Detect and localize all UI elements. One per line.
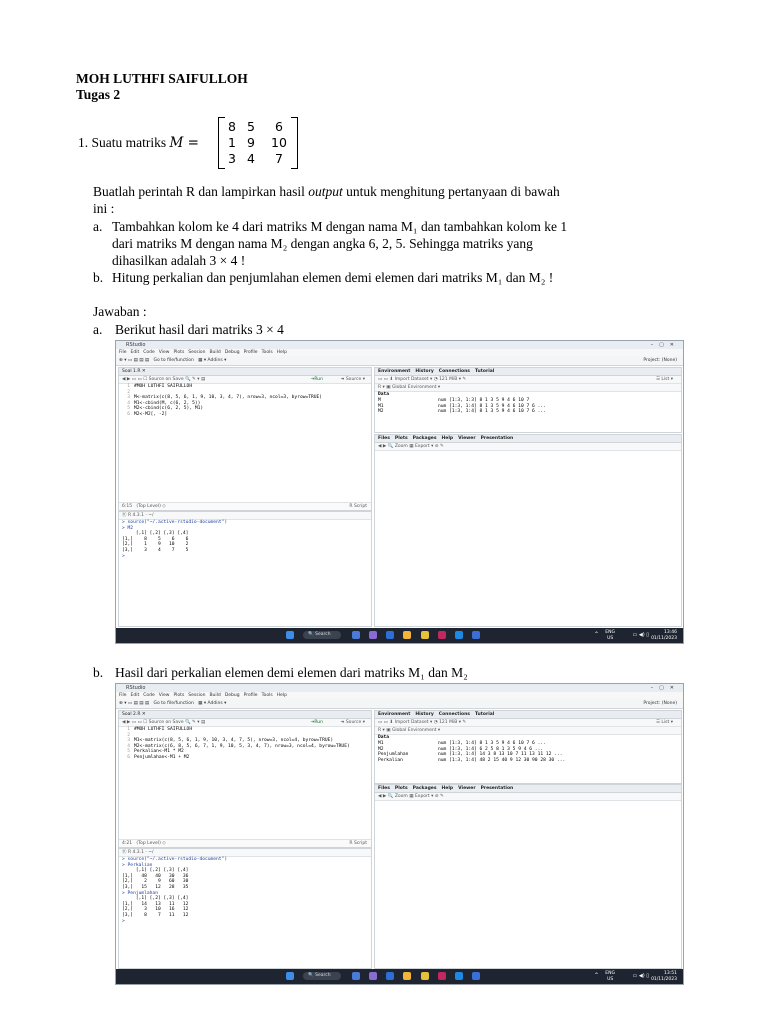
code-editor[interactable] xyxy=(119,384,371,418)
console-line: > M2 xyxy=(122,525,134,531)
matrix-cell: 6 xyxy=(275,119,283,134)
console-line: > source("~/.active-rstudio-document") xyxy=(122,520,228,525)
pane-tab[interactable]: Tutorial xyxy=(474,712,495,717)
env-toolbar: ▭ ▭ ⬇ Import Dataset ▾ ◔ 121 MiB ▾ ✎ ☰ List ▾ xyxy=(375,719,681,727)
source-button[interactable]: ➜ Source ▾ xyxy=(340,377,365,382)
console-line: [2,] 2 9 60 30 xyxy=(122,879,189,885)
code-text: M2<-M2[, -2] xyxy=(134,411,168,417)
pane-tab[interactable]: History xyxy=(415,369,434,374)
start-icon[interactable] xyxy=(286,631,294,639)
line-number: 3 xyxy=(127,395,130,401)
console-line: > Penjumlahan xyxy=(122,890,158,896)
app-icon[interactable] xyxy=(438,972,446,980)
line-number: 3 xyxy=(127,738,130,744)
menu-item[interactable]: Session xyxy=(188,350,206,355)
matrix-cell: 9 xyxy=(247,135,255,150)
env-name: M1 xyxy=(378,740,384,746)
item-a-marker: a. xyxy=(93,219,103,234)
author-name: MOH LUTHFI SAIFULLOH xyxy=(76,71,248,86)
pane-tab[interactable]: Plots xyxy=(394,436,408,441)
tray-overflow-icon[interactable]: ⌃ xyxy=(593,972,599,979)
data-header: Data xyxy=(378,392,390,397)
console-line: > xyxy=(122,553,125,559)
list-view[interactable]: ☰ List ▾ xyxy=(655,720,673,725)
source-tabs: Soal 1.R ✕ xyxy=(119,368,371,376)
edge-icon[interactable] xyxy=(386,972,394,980)
pane-tab[interactable]: Viewer xyxy=(458,786,476,791)
matrix-cell: 3 xyxy=(228,151,236,166)
assignment-title: Tugas 2 xyxy=(76,87,121,102)
environment-pane xyxy=(374,367,682,433)
taskbar-search[interactable]: 🔍 Search xyxy=(303,631,341,639)
console-line: [,1] [,2] [,3] [,4] xyxy=(122,531,189,537)
pane-tab[interactable]: Help xyxy=(441,786,454,791)
menu-item[interactable]: Session xyxy=(188,693,206,698)
chat-icon[interactable] xyxy=(369,631,377,639)
pane-tab[interactable]: Environment xyxy=(378,712,411,717)
matrix-bracket-right xyxy=(291,117,298,169)
code-editor[interactable] xyxy=(119,727,371,761)
pane-tab[interactable]: Packages xyxy=(412,436,437,441)
line-number: 5 xyxy=(127,406,130,412)
clock-time: 13:46 xyxy=(664,630,677,635)
scope: (Top Level) xyxy=(136,841,161,846)
menu-item[interactable]: Code xyxy=(143,350,155,355)
menu-item[interactable]: Plots xyxy=(173,350,185,355)
file-tab[interactable]: Soal 2.R xyxy=(122,712,141,717)
answer-a-marker: a. xyxy=(93,322,103,337)
taskbar-search-label: Search xyxy=(315,632,331,637)
lang-code: ENG xyxy=(605,971,615,976)
tray-overflow-icon[interactable]: ⌃ xyxy=(593,631,599,638)
export-button[interactable]: Export xyxy=(414,794,430,799)
taskbar-search-label: Search xyxy=(315,973,331,978)
pane-tab[interactable]: Files xyxy=(378,436,390,441)
answer-b-marker: b. xyxy=(93,665,104,680)
lang-code: ENG xyxy=(605,630,615,635)
matrix-symbol: M = xyxy=(169,135,199,151)
menu-item[interactable]: Edit xyxy=(130,693,140,698)
folder-icon[interactable] xyxy=(403,972,411,980)
goto-file-input[interactable]: Go to file/function xyxy=(153,358,194,363)
menu-bar xyxy=(116,349,683,356)
data-header: Data xyxy=(378,735,390,740)
window-titlebar xyxy=(116,341,683,349)
question-prefix xyxy=(78,134,199,152)
question-prefix-text: 1. Suatu matriks xyxy=(78,135,170,150)
console-line: [1,] 14 13 11 12 xyxy=(122,901,189,907)
code-text: M2<-cbind(c(6, 2, 5), M1) xyxy=(134,406,204,412)
line-number: 6 xyxy=(127,411,130,417)
environment-pane xyxy=(374,710,682,784)
instruction-line-1 xyxy=(93,183,560,200)
window-title: RStudio xyxy=(126,685,146,691)
cursor-position: 6:15 xyxy=(122,504,133,509)
zoom-button[interactable]: Zoom xyxy=(394,794,408,799)
console-line: [3,] 8 7 11 12 xyxy=(122,912,189,918)
pane-tab[interactable]: Viewer xyxy=(458,436,476,441)
matrix-cell: 8 xyxy=(228,119,236,134)
run-label: Run xyxy=(314,720,323,725)
cursor-position: 4:21 xyxy=(122,841,133,846)
console-line: > Perkalian xyxy=(122,862,153,868)
env-value: num [1:3, 1:4] 8 1 3 5 9 4 6 10 7 6 ... xyxy=(438,409,546,415)
console-line: [3,] 3 4 7 5 xyxy=(122,547,189,553)
region-code: US xyxy=(607,635,614,641)
env-name: Perkalian xyxy=(378,758,403,764)
matrix-cell: 10 xyxy=(271,135,287,150)
menu-item[interactable]: Help xyxy=(276,350,287,355)
window-titlebar xyxy=(116,684,683,692)
env-value: num [1:3, 1:4] 8 1 3 5 9 4 6 10 7 6 ... xyxy=(438,403,546,409)
console-output[interactable] xyxy=(119,520,371,559)
menu-item[interactable]: Debug xyxy=(224,350,240,355)
instruction-text: Buatlah perintah R dan lampirkan hasil xyxy=(93,184,309,199)
console-line: [2,] 1 9 10 2 xyxy=(122,542,189,548)
edge-icon[interactable] xyxy=(386,631,394,639)
project-menu[interactable]: Project: (None) xyxy=(643,358,677,363)
menu-item[interactable]: Tools xyxy=(261,350,273,355)
code-text: #MOH LUTHFI SAIFULLOH xyxy=(134,384,193,389)
menu-item[interactable]: Profile xyxy=(243,350,258,355)
taskbar-icons xyxy=(286,631,484,644)
menu-item[interactable]: Code xyxy=(143,693,155,698)
import-dataset-button[interactable]: Import Dataset xyxy=(394,720,429,725)
global-env-select[interactable]: Global Environment xyxy=(391,385,437,390)
list-view-label: List xyxy=(661,720,670,725)
widget-icon[interactable] xyxy=(352,972,360,980)
menu-item[interactable]: View xyxy=(158,693,170,698)
console-header: Ⓡ R 4.3.1 · ~/ xyxy=(119,849,371,857)
item-b-marker: b. xyxy=(93,270,104,285)
window-controls[interactable]: –▢✕ xyxy=(650,685,680,691)
language-indicator[interactable] xyxy=(605,971,615,982)
line-number: 2 xyxy=(127,389,130,395)
code-text: M1<-cbind(M, c(6, 2, 5)) xyxy=(134,400,201,406)
rstudio-screenshot-1 xyxy=(115,340,684,644)
env-tabs xyxy=(375,711,681,719)
file-tab[interactable]: Soal 1.R xyxy=(122,369,141,374)
instruction-text-end: untuk menghitung pertanyaan di bawah xyxy=(342,184,560,199)
pane-tab[interactable]: Presentation xyxy=(480,786,514,791)
console-pane xyxy=(118,511,372,627)
file-type: R Script xyxy=(349,504,367,509)
line-number: 4 xyxy=(127,743,130,749)
console-pane xyxy=(118,848,372,969)
menu-item[interactable]: Build xyxy=(209,693,221,698)
env-value: num [1:3, 1:4] 8 1 3 5 9 4 6 10 7 6 ... xyxy=(438,740,546,746)
pane-tab[interactable]: Tutorial xyxy=(474,369,495,374)
file-type: R Script xyxy=(349,841,367,846)
menu-item[interactable]: Build xyxy=(209,350,221,355)
console-line: [1,] 8 5 6 6 xyxy=(122,536,189,542)
console-header: Ⓡ R 4.3.1 · ~/ xyxy=(119,512,371,520)
line-number: 6 xyxy=(127,754,130,760)
windows-taskbar xyxy=(116,628,683,643)
widget-icon[interactable] xyxy=(352,631,360,639)
pane-tab[interactable]: History xyxy=(415,712,434,717)
source-toolbar: ◀ ▶ ▭ ▭ ☐ Source on Save 🔍 ✎ ▾ ▤ ⇥Run ➜ Source ▾ xyxy=(119,719,371,727)
plots-toolbar: ◀ ▶ 🔍 Zoom ▦ Export ▾ ⊘ ✎ xyxy=(375,793,681,801)
console-output[interactable] xyxy=(119,857,371,924)
store-icon[interactable] xyxy=(472,972,480,980)
source-pane xyxy=(118,367,372,511)
code-text: M2<-matrix(c(6, 8, 5, 6, 7, 1, 9, 10, 5, 3, 4, 7), nrow=3, ncol=4, byrow=TRUE) xyxy=(134,743,350,749)
env-scope: R ▾ ▣ Global Environment ▾ xyxy=(375,727,681,735)
memory-usage: 121 MiB xyxy=(439,377,458,382)
pane-tab[interactable]: Connections xyxy=(438,369,470,374)
export-button[interactable]: Export xyxy=(414,444,430,449)
console-line: [2,] 3 10 16 12 xyxy=(122,907,189,913)
clock-date: 01/11/2023 xyxy=(651,976,677,982)
matrix-cell: 4 xyxy=(247,151,255,166)
env-name: M2 xyxy=(378,409,384,415)
r-version: R 4.3.1 · ~/ xyxy=(127,513,154,518)
env-row[interactable] xyxy=(378,409,681,415)
line-number: 5 xyxy=(127,749,130,755)
line-number: 4 xyxy=(127,400,130,406)
plots-toolbar: ◀ ▶ 🔍 Zoom ▦ Export ▾ ⊘ ✎ xyxy=(375,443,681,451)
source-toolbar: ◀ ▶ ▭ ▭ ☐ Source on Save 🔍 ✎ ▾ ▤ ⇥Run ➜ Source ▾ xyxy=(119,376,371,384)
menu-item[interactable]: Edit xyxy=(130,350,140,355)
main-toolbar: ⊕ ▾ ▭ ▤ ▤ ▤ Go to file/function ▦ ▾ Addins ▾ Project: (None) xyxy=(116,356,683,366)
editor-status: 6:15 (Top Level) ◇ R Script xyxy=(119,502,371,510)
chat-icon[interactable] xyxy=(369,972,377,980)
source-on-save[interactable]: Source on Save xyxy=(148,377,184,382)
zoom-button[interactable]: Zoom xyxy=(394,444,408,449)
project-menu[interactable]: Project: (None) xyxy=(643,701,677,706)
item-a-line-3: dihasilkan adalah 3 × 4 ! xyxy=(112,253,246,268)
clock[interactable] xyxy=(651,630,677,641)
console-line: [3,] 15 12 28 35 xyxy=(122,884,189,890)
menu-item[interactable]: Help xyxy=(276,693,287,698)
env-row[interactable] xyxy=(378,758,681,764)
env-name: M xyxy=(378,397,381,403)
run-button[interactable]: ⇥Run xyxy=(310,720,323,725)
editor-status: 4:21 (Top Level) ◇ R Script xyxy=(119,839,371,847)
rstudio-icon[interactable] xyxy=(455,972,463,980)
source-label: Source xyxy=(345,720,362,725)
menu-bar xyxy=(116,692,683,699)
window-controls[interactable]: –▢✕ xyxy=(650,342,680,348)
menu-item[interactable]: Profile xyxy=(243,693,258,698)
rstudio-screenshot-2 xyxy=(115,683,684,985)
pane-tab[interactable]: Presentation xyxy=(480,436,514,441)
env-value: num [1:3, 1:4] 6 2 5 8 1 3 5 9 4 6 ... xyxy=(438,746,544,752)
store-icon[interactable] xyxy=(472,631,480,639)
folder-icon[interactable] xyxy=(403,631,411,639)
main-toolbar: ⊕ ▾ ▭ ▤ ▤ ▤ Go to file/function ▦ ▾ Addins ▾ Project: (None) xyxy=(116,699,683,709)
matrix-cell: 5 xyxy=(247,119,255,134)
pane-tab[interactable]: Connections xyxy=(438,712,470,717)
menu-item[interactable]: File xyxy=(119,693,127,698)
matrix-cell: 7 xyxy=(275,151,283,166)
code-text: Perkalian<-M1 * M2 xyxy=(134,749,184,755)
list-view-label: List xyxy=(661,377,670,382)
item-a-line-2: dari matriks M dengan nama M₂ dengan angka 6, 2, 5. Sehingga matriks yang xyxy=(112,236,533,251)
instruction-line-2: ini : xyxy=(93,201,115,216)
source-button[interactable]: ➜ Source ▾ xyxy=(340,720,365,725)
env-toolbar: ▭ ▭ ⬇ Import Dataset ▾ ◔ 121 MiB ▾ ✎ ☰ List ▾ xyxy=(375,376,681,384)
run-label: Run xyxy=(314,377,323,382)
env-list xyxy=(375,735,681,764)
list-view[interactable]: ☰ List ▾ xyxy=(655,377,673,382)
window-title: RStudio xyxy=(126,342,146,348)
files-pane xyxy=(374,434,682,627)
line-number: 1 xyxy=(127,727,130,732)
env-value: num [1:3, 1:4] 48 2 15 40 9 12 30 90 28 30 ... xyxy=(438,758,566,764)
matrix-m xyxy=(218,117,298,167)
addins-menu[interactable]: Addins xyxy=(207,701,223,706)
code-text: M<-matrix(c(8, 5, 6, 1, 9, 10, 3, 4, 7), nrow=3, ncol=3, byrow=TRUE) xyxy=(134,395,323,401)
code-line xyxy=(121,412,371,418)
console-line: > source("~/.active-rstudio-document") xyxy=(122,857,228,862)
clock[interactable] xyxy=(651,971,677,982)
files-tabs xyxy=(375,785,681,793)
answer-label: Jawaban : xyxy=(93,304,147,319)
answer-a-text: Berikut hasil dari matriks 3 × 4 xyxy=(115,322,284,337)
taskbar-search[interactable]: 🔍 Search xyxy=(303,972,341,980)
line-number: 1 xyxy=(127,384,130,389)
menu-item[interactable]: File xyxy=(119,350,127,355)
scope: (Top Level) xyxy=(136,504,161,509)
line-number: 2 xyxy=(127,732,130,738)
app-icon[interactable] xyxy=(438,631,446,639)
chrome-icon[interactable] xyxy=(421,631,429,639)
item-a-line-1: Tambahkan kolom ke 4 dari matriks M dengan nama M₁ dan tambahkan kolom ke 1 xyxy=(112,219,568,234)
menu-item[interactable]: View xyxy=(158,350,170,355)
env-scope: R ▾ ▣ Global Environment ▾ xyxy=(375,384,681,392)
env-value: num [1:3, 1:3] 8 1 3 5 9 4 6 10 7 xyxy=(438,397,530,403)
menu-item[interactable]: Debug xyxy=(224,693,240,698)
r-version: R 4.3.1 · ~/ xyxy=(127,850,154,855)
console-line: [1,] 48 40 30 36 xyxy=(122,873,189,879)
pane-tab[interactable]: Help xyxy=(441,436,454,441)
source-tabs: Soal 2.R ✕ xyxy=(119,711,371,719)
env-name: M2 xyxy=(378,746,384,752)
windows-taskbar xyxy=(116,969,683,984)
console-line: [,1] [,2] [,3] [,4] xyxy=(122,868,189,874)
env-name: M1 xyxy=(378,403,384,409)
item-b-line-1: Hitung perkalian dan penjumlahan elemen demi elemen dari matriks M₁ dan M₂ ! xyxy=(112,270,554,285)
instruction-output-word: output xyxy=(308,184,343,199)
env-value: num [1:3, 1:4] 14 3 8 13 10 7 11 13 11 12 ... xyxy=(438,752,563,758)
source-on-save[interactable]: Source on Save xyxy=(148,720,184,725)
console-line: > xyxy=(122,918,125,924)
pane-tab[interactable]: Environment xyxy=(378,369,411,374)
start-icon[interactable] xyxy=(286,972,294,980)
code-text: M1<-matrix(c(8, 5, 6, 1, 9, 10, 3, 4, 7, 5), nrow=3, ncol=4, byrow=TRUE) xyxy=(134,738,334,744)
env-tabs xyxy=(375,368,681,376)
code-text: Penjumlahan<-M1 + M2 xyxy=(134,754,190,760)
memory-usage: 121 MiB xyxy=(439,720,458,725)
run-button[interactable]: ⇥Run xyxy=(310,377,323,382)
pane-tab[interactable]: Plots xyxy=(394,786,408,791)
network-volume-icon[interactable]: ▭ ◀) ▯ xyxy=(632,973,649,979)
env-name: Penjumlahan xyxy=(378,752,409,758)
code-line xyxy=(121,755,371,761)
menu-item[interactable]: Tools xyxy=(261,693,273,698)
taskbar-icons xyxy=(286,972,484,985)
console-line: [,1] [,2] [,3] [,4] xyxy=(122,896,189,902)
menu-item[interactable]: Plots xyxy=(173,693,185,698)
pane-tab[interactable]: Packages xyxy=(412,786,437,791)
source-pane xyxy=(118,710,372,848)
clock-time: 13:51 xyxy=(664,971,677,976)
answer-b-text: Hasil dari perkalian elemen demi elemen dari matriks M₁ dan M₂ xyxy=(115,665,468,680)
import-dataset-button[interactable]: Import Dataset xyxy=(394,377,429,382)
files-tabs xyxy=(375,435,681,443)
goto-file-input[interactable]: Go to file/function xyxy=(153,701,194,706)
region-code: US xyxy=(607,976,614,982)
files-pane xyxy=(374,784,682,969)
language-indicator[interactable] xyxy=(605,630,615,641)
matrix-cell: 1 xyxy=(228,135,236,150)
chrome-icon[interactable] xyxy=(421,972,429,980)
code-text: #MOH LUTHFI SAIFULLOH xyxy=(134,727,193,732)
global-env-select[interactable]: Global Environment xyxy=(391,728,437,733)
clock-date: 01/11/2023 xyxy=(651,635,677,641)
env-list xyxy=(375,392,681,415)
rstudio-icon[interactable] xyxy=(455,631,463,639)
pane-tab[interactable]: Files xyxy=(378,786,390,791)
source-label: Source xyxy=(345,377,362,382)
network-volume-icon[interactable]: ▭ ◀) ▯ xyxy=(632,632,649,638)
addins-menu[interactable]: Addins xyxy=(207,358,223,363)
